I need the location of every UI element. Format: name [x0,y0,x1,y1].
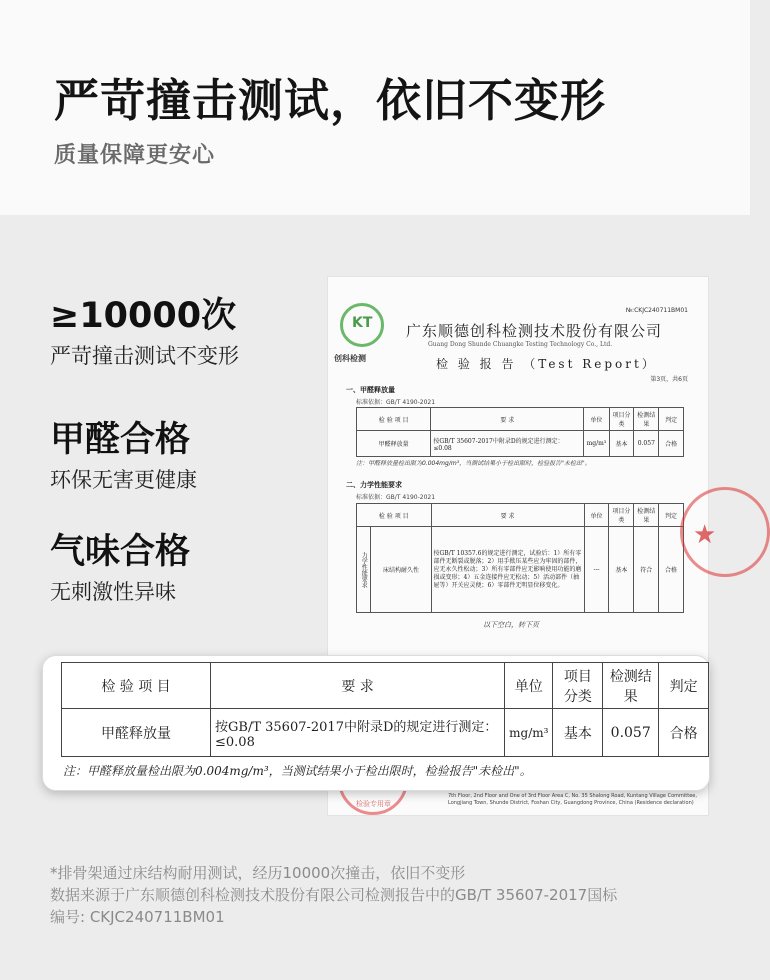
table-cell: 力学性能要求 [357,527,371,613]
table-cell: 检 验 项 目 [357,408,431,431]
page-subtitle: 质量保障更安心 [54,143,216,168]
table-cell: 合格 [659,431,684,457]
table-header-row [357,408,684,431]
footnote-line: *排骨架通过床结构耐用测试，经历10000次撞击，依旧不变形 [50,864,466,882]
claim-odor-desc: 无刺激性异味 [50,580,176,604]
claim-impact-headline: ≥10000次 [50,296,237,336]
table-cell: 基本 [609,527,634,613]
report-address: 7th Floor, 2nd Floor and One of 3rd Floor Area C, No. 35 Shalong Road, Kuntang Village Committee, Longjiang Town, Shunde District, Foshan City, Guangdong Province, China (Residence declaration) [448,793,697,806]
table-cell: 判定 [659,663,709,709]
table-cell: 项目分类 [553,663,603,709]
table-cell: 符合 [634,527,659,613]
table-cell: mg/m³ [505,709,553,757]
table-cell: 基本 [553,709,603,757]
table-row [357,527,684,613]
header-banner [0,0,750,215]
table-cell: 0.057 [634,431,659,457]
logo-text: 创科检测 [334,354,366,363]
table-cell: 判定 [659,408,684,431]
table-cell: 检测结果 [634,504,659,527]
section1-heading: 一、甲醛释放量 [346,386,395,394]
footnote-line: 编号: CKJC240711BM01 [50,908,225,926]
table-cell: mg/m³ [584,431,609,457]
claim-odor-headline: 气味合格 [50,532,191,572]
table-cell: 要 求 [431,504,584,527]
table-cell: 0.057 [603,709,659,757]
claim-formaldehyde [50,420,197,494]
table-cell: 要 求 [431,408,584,431]
claim-odor [50,532,190,606]
red-seal-stamp [680,487,770,577]
table-cell: 按GB/T 10357.6的规定进行测定，试验后：1）所有零部件无断裂或脱落；2）用手揿压某些应为牢固的部件，应无永久性松动；3）所有零部件应无影响使用功能的磨损或变形；4）五金连接件应无松动；5）活动部件（抽屉等）开关应灵便；6）零部件无明显位移变化。 [431,527,584,613]
table-cell: 按GB/T 35607-2017中附录D的规定进行测定：≤0.08 [211,709,505,757]
page-info: 第3页，共6页 [650,376,688,383]
company-name: 广东顺德创科检测技术股份有限公司 [406,322,663,340]
company-name-en: Guang Dong Shunde Chuangke Testing Technology Co., Ltd. [428,341,613,348]
table-cell: 按GB/T 35607-2017中附录D的规定进行测定：≤0.08 [431,431,584,457]
table-cell: 单位 [584,504,609,527]
table-cell: 合格 [659,709,709,757]
table-cell: 检测结果 [603,663,659,709]
footnote-line: 数据来源于广东顺德创科检测技术股份有限公司检测报告中的GB/T 35607-2017国标 [50,886,618,904]
claim-formaldehyde-desc: 环保无害更健康 [50,468,197,492]
section2-basis: 标准依据：GB/T 4190-2021 [356,494,436,501]
table-row [62,709,709,757]
claim-formaldehyde-headline: 甲醛合格 [50,420,191,460]
table-cell: 项目分类 [609,504,634,527]
table-cell: 检 验 项 目 [62,663,211,709]
ckt-logo-icon [340,303,384,347]
zoomed-table-callout [42,655,710,791]
page-title: 严苛撞击测试，依旧不变形 [54,74,607,127]
report-number: №:CKJC240711BM01 [625,307,688,314]
table-header-row [62,663,709,709]
table-cell: --- [584,527,609,613]
claim-impact [50,296,239,370]
blank-note: 以下空白，转下页 [483,621,539,629]
table-cell: 判定 [659,504,684,527]
table-cell: 床结构耐久性 [371,527,431,613]
table-cell: 甲醛释放量 [62,709,211,757]
seal-label: 检验专用章 [356,800,391,808]
claim-impact-desc: 严苛撞击测试不变形 [50,344,239,368]
table-cell: 项目分类 [609,408,634,431]
table-cell: 要 求 [211,663,505,709]
footnotes [50,862,617,928]
section2-table [356,503,684,613]
zoomed-table [61,662,709,757]
table-row [357,431,684,457]
table-cell: 单位 [505,663,553,709]
table-header-row [357,504,684,527]
table-cell: 检 验 项 目 [357,504,432,527]
zoomed-note: 注：甲醛释放量检出限为0.004mg/m³，当测试结果小于检出限时，检验报告"未检出"。 [63,764,532,778]
section1-basis: 标准依据：GB/T 4190-2021 [356,399,436,406]
table-cell: 合格 [659,527,684,613]
table-cell: 单位 [584,408,609,431]
section2-heading: 二、力学性能要求 [346,481,402,489]
table-cell: 检测结果 [634,408,659,431]
star-icon: ★ [693,520,717,550]
table-cell: 基本 [609,431,634,457]
section1-note: 注：甲醛释放量检出限为0.004mg/m³，当测试结果小于检出限时，检验报告"未检出"。 [356,460,591,467]
section1-table [356,407,684,457]
report-title: 检 验 报 告 （Test Report） [436,357,657,371]
table-cell: 甲醛释放量 [357,431,431,457]
